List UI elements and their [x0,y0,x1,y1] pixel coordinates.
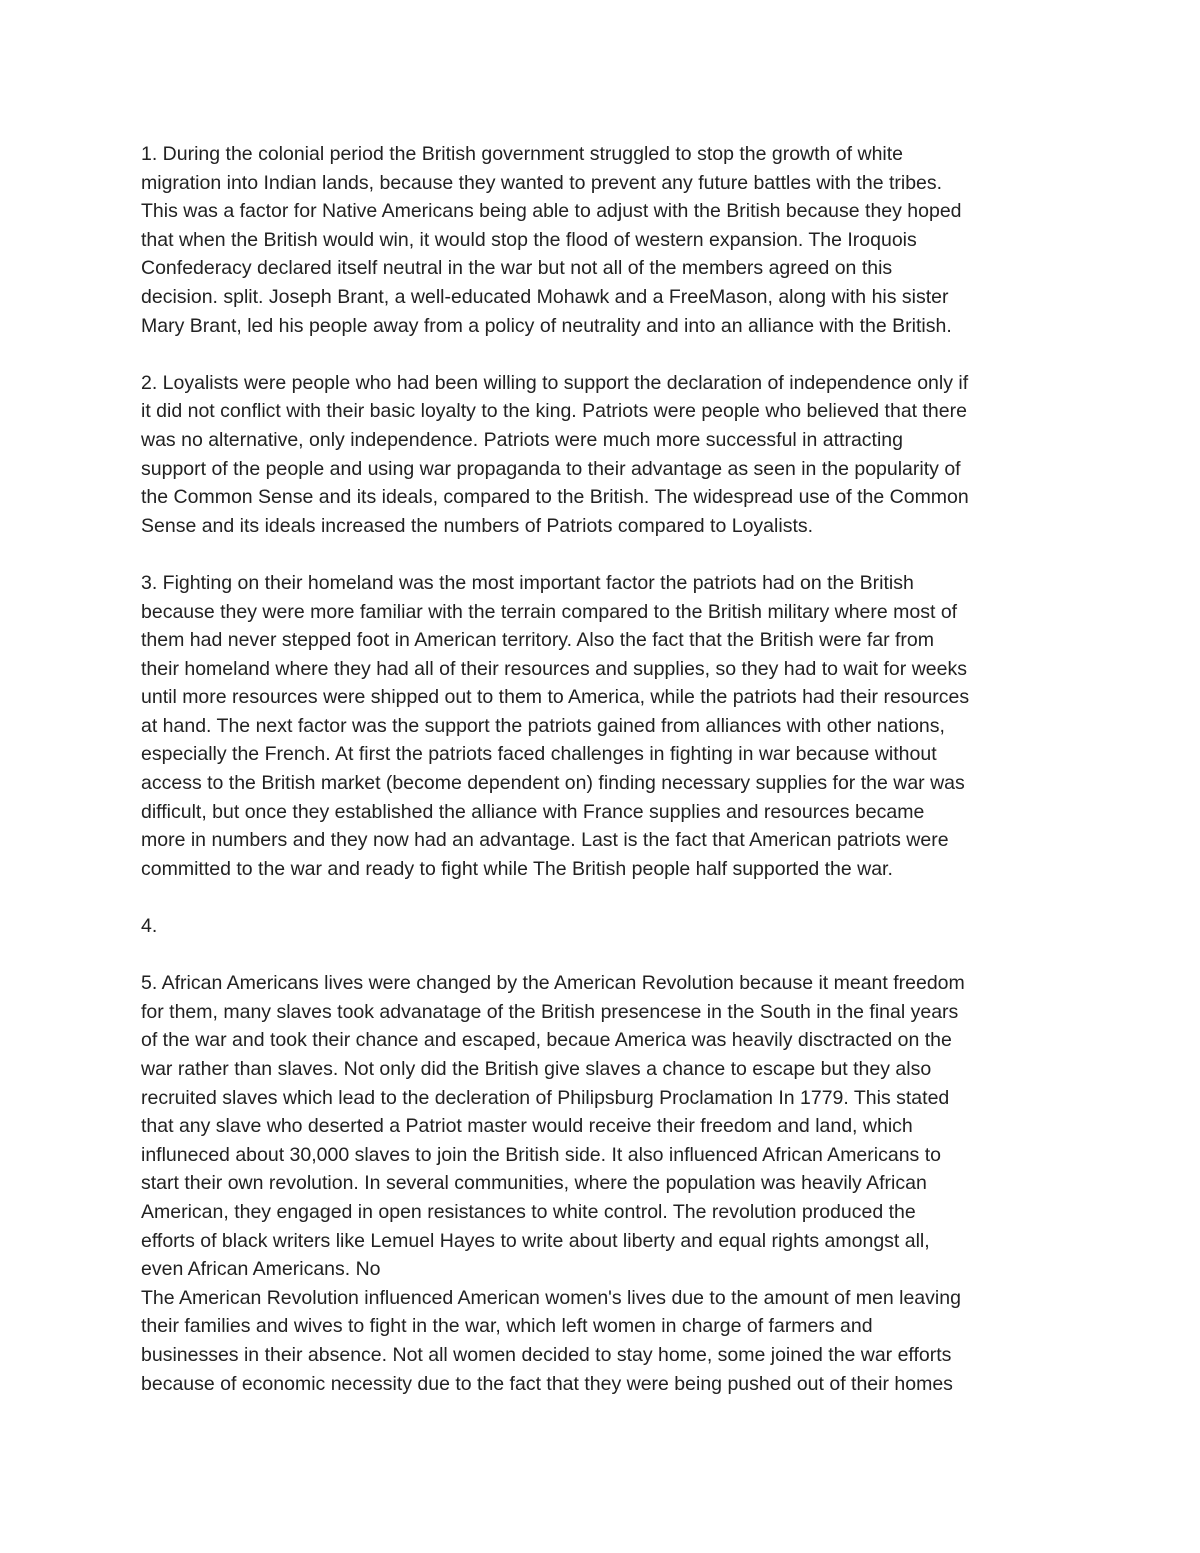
paragraph-answer-5: 5. African Americans lives were changed by the American Revolution because it meant freedom for them, many slaves took advanatage of the British presencese in the South in the final years of the war and took their chance and escaped, becaue America was heavily disctracted on the war rather than slaves. Not only did the British give slaves a chance to escape but they also recruited slaves which lead to the decleration of Philipsburg Proclamation In 1779. This stated that any slave who deserted a Patriot master would receive their freedom and land, which influneced about 30,000 slaves to join the British side. It also influenced African Americans to start their own revolution. In several communities, where the population was heavily African American, they engaged in open resistances to white control. The revolution produced the efforts of black writers like Lemuel Hayes to write about liberty and equal rights amongst all, even African Americans. No [141,972,965,1281]
paragraph-answer-1: 1. During the colonial period the British government struggled to stop the growth of white migration into Indian lands, because they wanted to prevent any future battles with the tribes. This was a factor for Native Americans being able to adjust with the British because they hoped that when the British would win, it would stop the flood of western expansion. The Iroquois Confederacy declared itself neutral in the war but not all of the members agreed on this decision. split. Joseph Brant, a well-educated Mohawk and a FreeMason, along with his sister Mary Brant, led his people away from a policy of neutrality and into an alliance with the British. [141,143,962,337]
document-page [141,140,1071,1398]
paragraph-answer-2: 2. Loyalists were people who had been willing to support the declaration of independence only if it did not conflict with their basic loyalty to the king. Patriots were people who believed that there was no alternative, only independence. Patriots were much more successful in attracting support of the people and using war propaganda to their advantage as seen in the popularity of the Common Sense and its ideals, compared to the British. The widespread use of the Common Sense and its ideals increased the numbers of Patriots compared to Loyalists. [141,371,969,537]
paragraph-answer-4: 4. [141,915,158,938]
paragraph-women: The American Revolution influenced American women's lives due to the amount of men leaving their families and wives to fight in the war, which left women in charge of farmers and businesses in their absence. Not all women decided to stay home, some joined the war efforts because of economic necessity due to the fact that they were being pushed out of their homes [141,1286,961,1395]
paragraph-answer-3: 3. Fighting on their homeland was the most important factor the patriots had on the British because they were more familiar with the terrain compared to the British military where most of them had never stepped foot in American territory. Also the fact that the British were far from their homeland where they had all of their resources and supplies, so they had to wait for weeks until more resources were shipped out to them to America, while the patriots had their resources at hand. The next factor was the support the patriots gained from alliances with other nations, especially the French. At first the patriots faced challenges in fighting in war because without access to the British market (become dependent on) finding necessary supplies for the war was difficult, but once they established the alliance with France supplies and resources became more in numbers and they now had an advantage. Last is the fact that American patriots were committed to the war and ready to fight while The British people half supported the war. [141,571,970,880]
